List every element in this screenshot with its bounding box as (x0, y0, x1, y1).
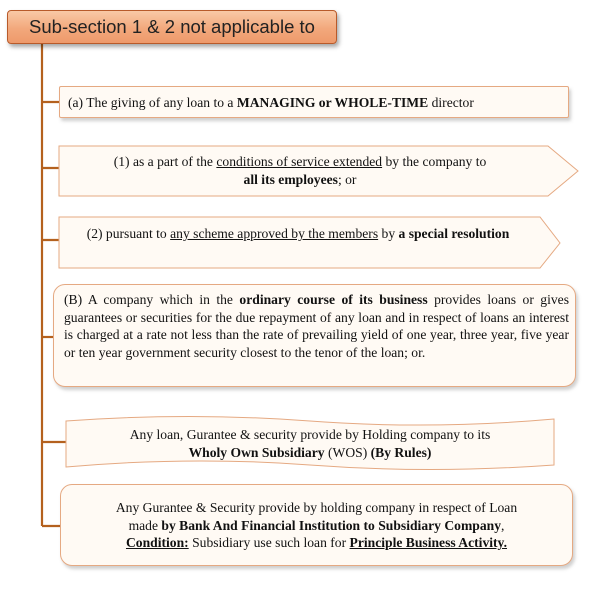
item-2-bold: a special resolution (398, 226, 510, 241)
item-a-suffix: director (428, 95, 474, 110)
item-guarantee-line2-suffix: , (501, 517, 505, 533)
item-1-middle: by the company to (382, 154, 487, 169)
item-wos-middle: (WOS) (324, 444, 371, 460)
item-2-prefix: (2) pursuant to (86, 226, 171, 241)
item-guarantee-line1: Any Gurantee & Security provide by holding company in respect of Loan (115, 500, 518, 515)
item-2-middle: by (378, 226, 399, 241)
item-2-special-resolution (59, 217, 561, 267)
item-1-suffix: ; or (337, 171, 357, 187)
item-1-bold: all its employees (243, 171, 338, 187)
item-a-managing-director (59, 86, 569, 118)
item-guarantee-condition-bold: Principle Business Activity. (349, 535, 508, 550)
item-1-prefix: (1) as a part of the (113, 154, 217, 169)
item-wos-bold: Wholy Own Subsidiary (188, 444, 325, 460)
item-2-underlined: any scheme approved by the members (170, 226, 379, 241)
item-guarantee-subsidiary (60, 484, 573, 566)
item-b-suffix: provides loans or gives guarantees or securities for the due repayment of any loan and in respect of loans an interest is charged at a rate not less than the rate of prevailing yield of one year, three year, five year or ten year government security closest to the tenor of the loan; or. (64, 292, 569, 360)
item-a-bold: MANAGING or WHOLE-TIME (236, 95, 429, 110)
section-header (7, 10, 337, 44)
item-guarantee-condition-text: Subsidiary use such loan for (188, 535, 350, 550)
item-wos-bold2: (By Rules) (370, 444, 432, 460)
item-b-prefix: (B) A company which in the (64, 292, 240, 307)
item-wos-line1: Any loan, Gurantee & security provide by Holding company to its (129, 427, 491, 442)
item-guarantee-line2-bold: by Bank And Financial Institution to Subsidiary Company (161, 517, 501, 533)
item-guarantee-condition-label: Condition: (125, 535, 189, 550)
item-guarantee-line2-prefix: made (128, 517, 162, 533)
section-header-title: Sub-section 1 & 2 not applicable to (29, 16, 315, 37)
item-1-employees (59, 146, 561, 194)
item-a-prefix: (a) The giving of any loan to a (68, 95, 237, 110)
item-1-underlined: conditions of service extended (216, 154, 383, 169)
item-wos (66, 418, 554, 468)
item-b-ordinary-business (53, 284, 576, 387)
item-b-bold: ordinary course of its business (239, 292, 428, 307)
